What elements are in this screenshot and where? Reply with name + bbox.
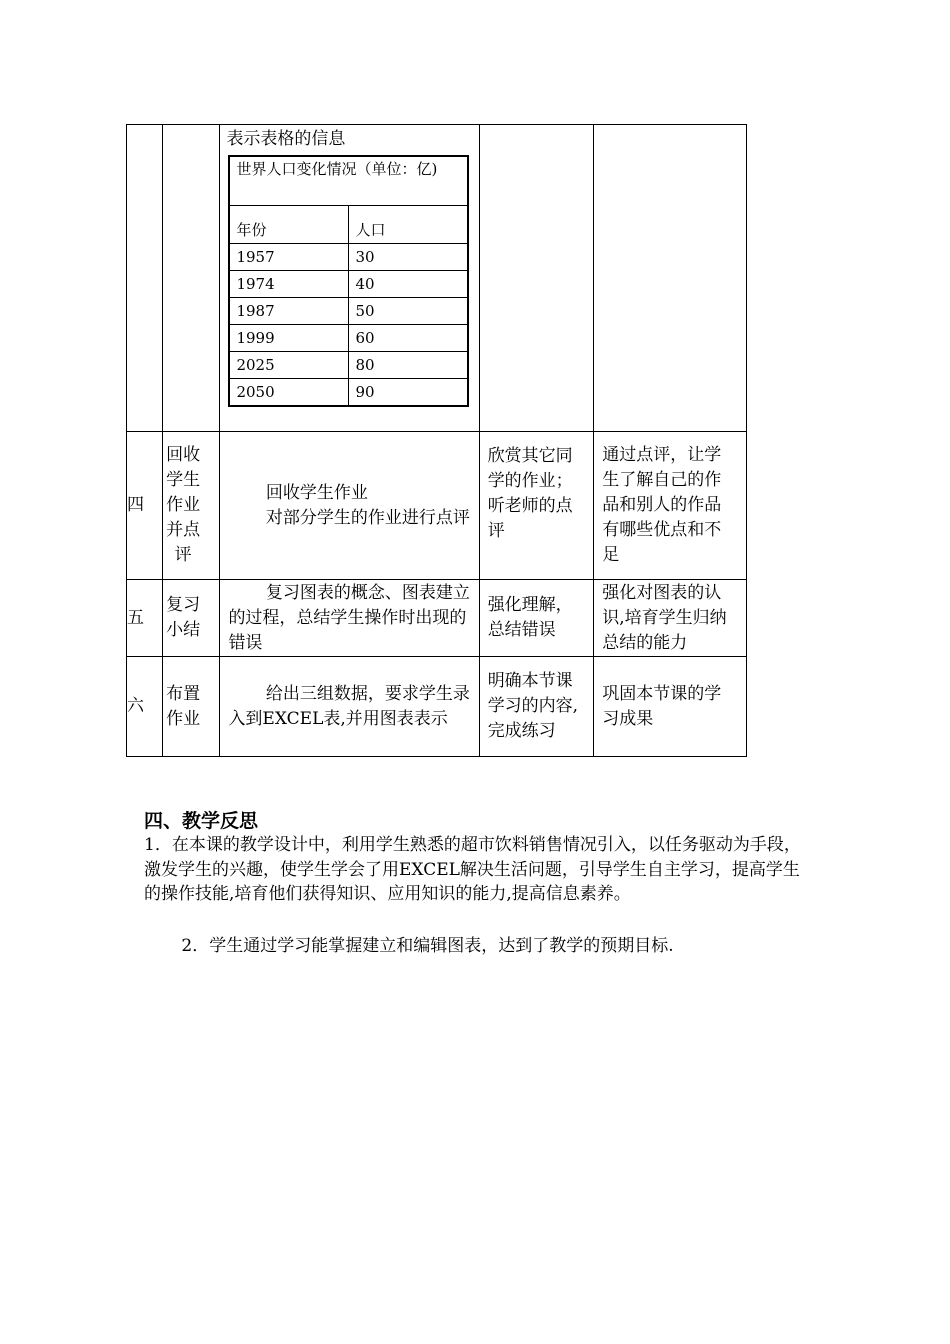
teacher-activity-text: 给出三组数据，要求学生录入到EXCEL表,并用图表表示 xyxy=(228,683,470,729)
number-cell xyxy=(127,125,163,432)
student-activity-cell: 强化理解，总结错误 xyxy=(479,580,594,657)
population-cell: 60 xyxy=(349,325,469,352)
year-cell: 1987 xyxy=(229,298,349,325)
lesson-plan-table xyxy=(126,124,747,757)
reflection-paragraph-2: 2．学生通过学习能掌握建立和编辑图表，达到了教学的预期目标. xyxy=(181,936,674,956)
population-row xyxy=(229,352,468,379)
teacher-activity-cell xyxy=(220,125,479,432)
stage-cell xyxy=(163,432,220,580)
stage-cell xyxy=(163,580,220,657)
table-row xyxy=(127,125,747,432)
number-cell: 六 xyxy=(127,657,163,757)
table-caption: 表示表格的信息 xyxy=(226,129,346,149)
stage-name: 复习小结 xyxy=(166,595,201,640)
table-row xyxy=(127,580,747,657)
design-intent-cell xyxy=(594,125,747,432)
stage-cell xyxy=(163,657,220,757)
population-row xyxy=(229,325,468,352)
header-year: 年份 xyxy=(229,206,349,244)
teacher-activity-line: 对部分学生的作业进行点评 xyxy=(265,507,470,528)
reflection-paragraph-1: 1．在本课的教学设计中，利用学生熟悉的超市饮料销售情况引入，以任务驱动为手段，激发学生的兴趣，使学生学会了用EXCEL解决生活问题，引导学生自主学习，提高学生的操作技能,培育他们获得知识、应用知识的能力,提高信息素养。 xyxy=(144,835,801,904)
population-cell: 40 xyxy=(349,271,469,298)
population-cell: 30 xyxy=(349,244,469,271)
stage-cell xyxy=(163,125,220,432)
number-cell: 四 xyxy=(127,432,163,580)
design-intent-cell: 强化对图表的认识,培育学生归纳总结的能力 xyxy=(594,580,747,657)
year-cell: 2025 xyxy=(229,352,349,379)
design-intent-cell: 巩固本节课的学习成果 xyxy=(594,657,747,757)
population-row xyxy=(229,379,468,407)
year-cell: 1957 xyxy=(229,244,349,271)
population-table xyxy=(228,155,469,407)
teacher-activity-cell xyxy=(220,432,479,580)
stage-name: 回收学生作业并点评 xyxy=(166,445,201,565)
population-table-title: 世界人口变化情况（单位：亿) xyxy=(229,156,468,206)
number-cell: 五 xyxy=(127,580,163,657)
section-heading: 四、教学反思 xyxy=(144,810,259,832)
teacher-activity-cell xyxy=(220,580,479,657)
population-cell: 90 xyxy=(349,379,469,407)
table-row xyxy=(127,657,747,757)
population-row xyxy=(229,271,468,298)
teacher-activity-cell xyxy=(220,657,479,757)
stage-name: 布置作业 xyxy=(166,683,201,729)
year-cell: 1999 xyxy=(229,325,349,352)
population-row xyxy=(229,244,468,271)
student-activity-cell: 欣赏其它同学的作业；听老师的点评 xyxy=(479,432,594,580)
teacher-activity-text: 复习图表的概念、图表建立的过程，总结学生操作时出现的错误 xyxy=(228,582,470,653)
student-activity-cell xyxy=(479,125,594,432)
header-population: 人口 xyxy=(349,206,469,244)
population-cell: 50 xyxy=(349,298,469,325)
population-row xyxy=(229,298,468,325)
table-row xyxy=(127,432,747,580)
population-table-header xyxy=(229,206,468,244)
population-cell: 80 xyxy=(349,352,469,379)
year-cell: 1974 xyxy=(229,271,349,298)
year-cell: 2050 xyxy=(229,379,349,407)
design-intent-cell: 通过点评，让学生了解自己的作品和别人的作品有哪些优点和不足 xyxy=(594,432,747,580)
teacher-activity-line: 回收学生作业 xyxy=(265,482,368,503)
student-activity-cell: 明确本节课学习的内容,完成练习 xyxy=(479,657,594,757)
